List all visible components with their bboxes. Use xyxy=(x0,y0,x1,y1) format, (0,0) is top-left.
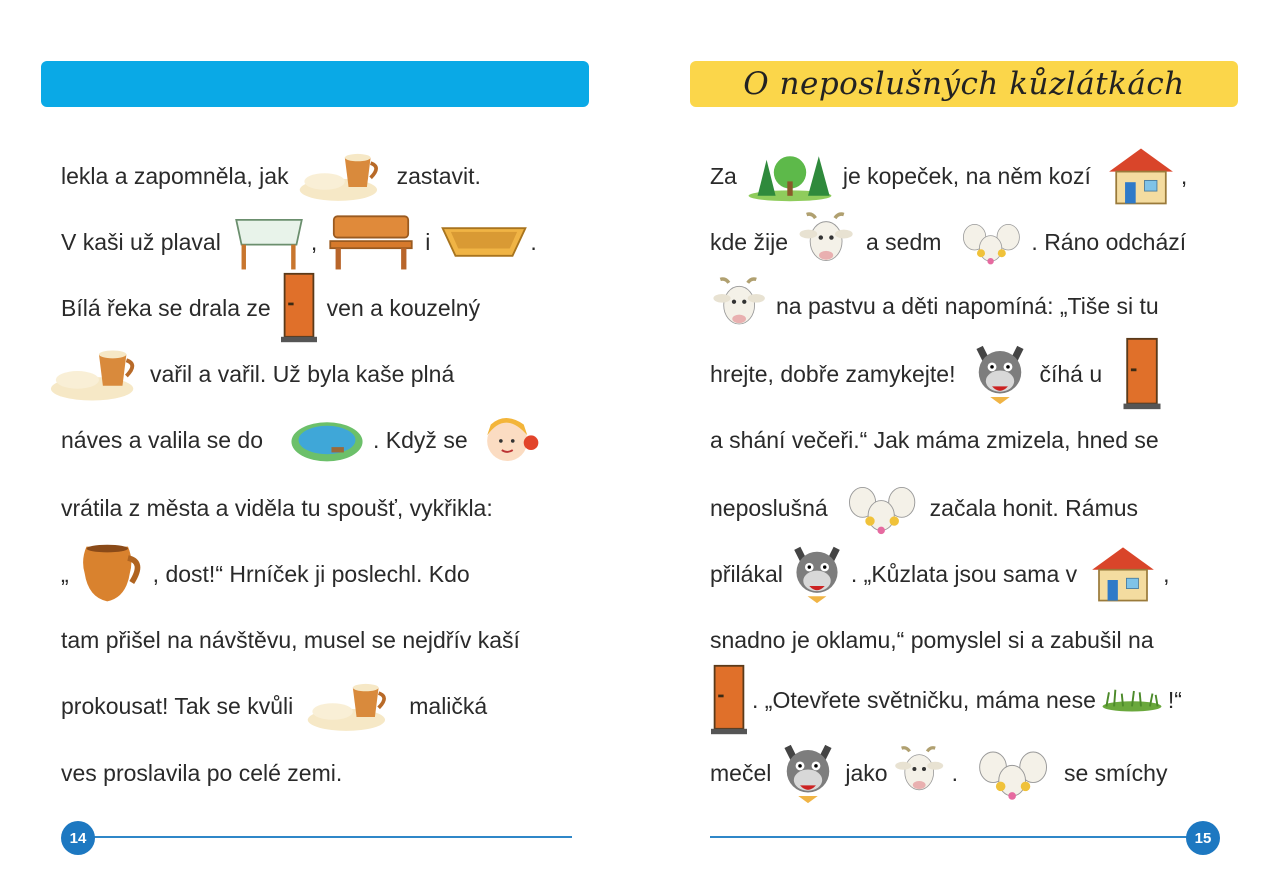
left-header-bar xyxy=(41,61,589,107)
right-page xyxy=(641,0,1283,891)
text-fragment: . Ráno odchází xyxy=(1031,228,1187,255)
text-fragment: jako xyxy=(845,759,888,786)
footer-rule xyxy=(78,836,572,838)
text-fragment: i xyxy=(425,228,431,255)
text-line xyxy=(710,610,1154,670)
text-fragment: náves a valila se do xyxy=(61,426,264,453)
text-fragment: vařil a vařil. Už byla kaše plná xyxy=(150,360,455,387)
text-fragment: . Když se xyxy=(373,426,468,453)
text-fragment: vrátila z města a viděla tu spoušť, vykřikla: xyxy=(61,494,493,521)
grass-icon xyxy=(1100,685,1164,715)
text-fragment: snadno je oklamu,“ pomyslel si a zabušil na xyxy=(710,626,1154,653)
wolf-icon xyxy=(969,337,1031,411)
porridge-pot-icon xyxy=(48,344,146,404)
text-fragment: začala honit. Rámus xyxy=(929,494,1139,521)
porridge-pot-icon xyxy=(297,148,389,204)
house-icon xyxy=(1087,544,1159,604)
trough-icon xyxy=(438,218,530,266)
text-line xyxy=(710,478,1138,538)
goat-icon xyxy=(892,743,948,803)
text-fragment: neposlušná xyxy=(710,494,828,521)
page-number: 14 xyxy=(61,821,95,855)
table-icon xyxy=(229,211,309,273)
text-line xyxy=(61,146,481,206)
goat-icon xyxy=(710,274,770,338)
text-line xyxy=(710,212,1186,272)
text-line xyxy=(61,212,537,272)
text-fragment: a shání večeři.“ Jak máma zmizela, hned se xyxy=(710,426,1159,453)
door-icon xyxy=(710,664,748,736)
page-number: 15 xyxy=(1186,821,1220,855)
house-icon xyxy=(1105,145,1177,207)
text-fragment: maličká xyxy=(409,692,488,719)
text-fragment: kde žije xyxy=(710,228,788,255)
porridge-pot-icon xyxy=(305,676,397,736)
text-fragment: , dost!“ Hrníček ji poslechl. Kdo xyxy=(152,560,470,587)
text-fragment: přilákal xyxy=(710,560,783,587)
text-fragment: . „Kůzlata jsou sama v xyxy=(850,560,1078,587)
text-line xyxy=(710,276,1159,336)
text-line xyxy=(710,544,1170,604)
forest-icon xyxy=(745,148,835,204)
text-fragment: a sedm xyxy=(865,228,942,255)
pond-icon xyxy=(287,412,367,468)
text-line xyxy=(61,743,342,803)
text-fragment: . „Otevřete světničku, máma nese xyxy=(752,686,1096,713)
text-fragment: Bílá řeka se drala ze xyxy=(61,294,271,321)
text-line xyxy=(48,344,454,404)
text-fragment: prokousat! Tak se kvůli xyxy=(61,692,294,719)
text-line xyxy=(61,410,552,470)
text-fragment: V kaši už plaval xyxy=(61,228,221,255)
text-line xyxy=(61,676,487,736)
text-fragment: je kopeček, na něm kozí xyxy=(842,162,1091,189)
door-icon xyxy=(279,272,319,344)
text-line xyxy=(710,410,1159,470)
text-fragment: tam přišel na návštěvu, musel se nejdřív kaší xyxy=(61,626,520,653)
text-line xyxy=(710,146,1187,206)
text-fragment: ves proslavila po celé zemi. xyxy=(61,759,343,786)
text-fragment: Za xyxy=(710,162,737,189)
right-header-bar xyxy=(690,61,1238,107)
jug-icon xyxy=(73,541,149,607)
text-line xyxy=(710,344,1170,404)
wolf-icon xyxy=(787,537,847,611)
wolf-icon xyxy=(777,737,839,809)
text-fragment: hrejte, dobře zamykejte! xyxy=(710,360,956,387)
left-page xyxy=(0,0,641,891)
text-fragment: zastavit. xyxy=(396,162,481,189)
text-line xyxy=(710,743,1167,803)
text-fragment: číhá u xyxy=(1039,360,1103,387)
text-line xyxy=(61,544,470,604)
text-fragment: !“ xyxy=(1167,686,1182,713)
kids-goats-icon xyxy=(842,477,926,539)
text-line xyxy=(61,478,493,538)
story-title: O neposlušných kůzlátkách xyxy=(743,66,1185,102)
text-fragment: mečel xyxy=(710,759,772,786)
girl-icon xyxy=(476,408,544,472)
kids-goats-icon xyxy=(957,214,1029,270)
goat-icon xyxy=(796,211,858,273)
text-fragment: lekla a zapomněla, jak xyxy=(61,162,289,189)
footer-rule xyxy=(710,836,1196,838)
text-fragment: , xyxy=(1163,560,1170,587)
text-line xyxy=(710,670,1182,730)
text-fragment: , xyxy=(310,228,318,255)
text-fragment: , xyxy=(1180,162,1188,189)
text-fragment: „ xyxy=(61,560,69,587)
text-fragment: . xyxy=(951,759,958,786)
door-icon xyxy=(1122,337,1162,411)
bench-icon xyxy=(325,211,417,273)
kids-goats-icon xyxy=(972,740,1058,806)
text-line xyxy=(61,610,520,670)
text-line xyxy=(61,278,480,338)
text-fragment: . xyxy=(530,228,537,255)
text-fragment: na pastvu a děti napomíná: „Tiše si tu xyxy=(776,292,1159,319)
text-fragment: se smíchy xyxy=(1063,759,1168,786)
text-fragment: ven a kouzelný xyxy=(326,294,481,321)
